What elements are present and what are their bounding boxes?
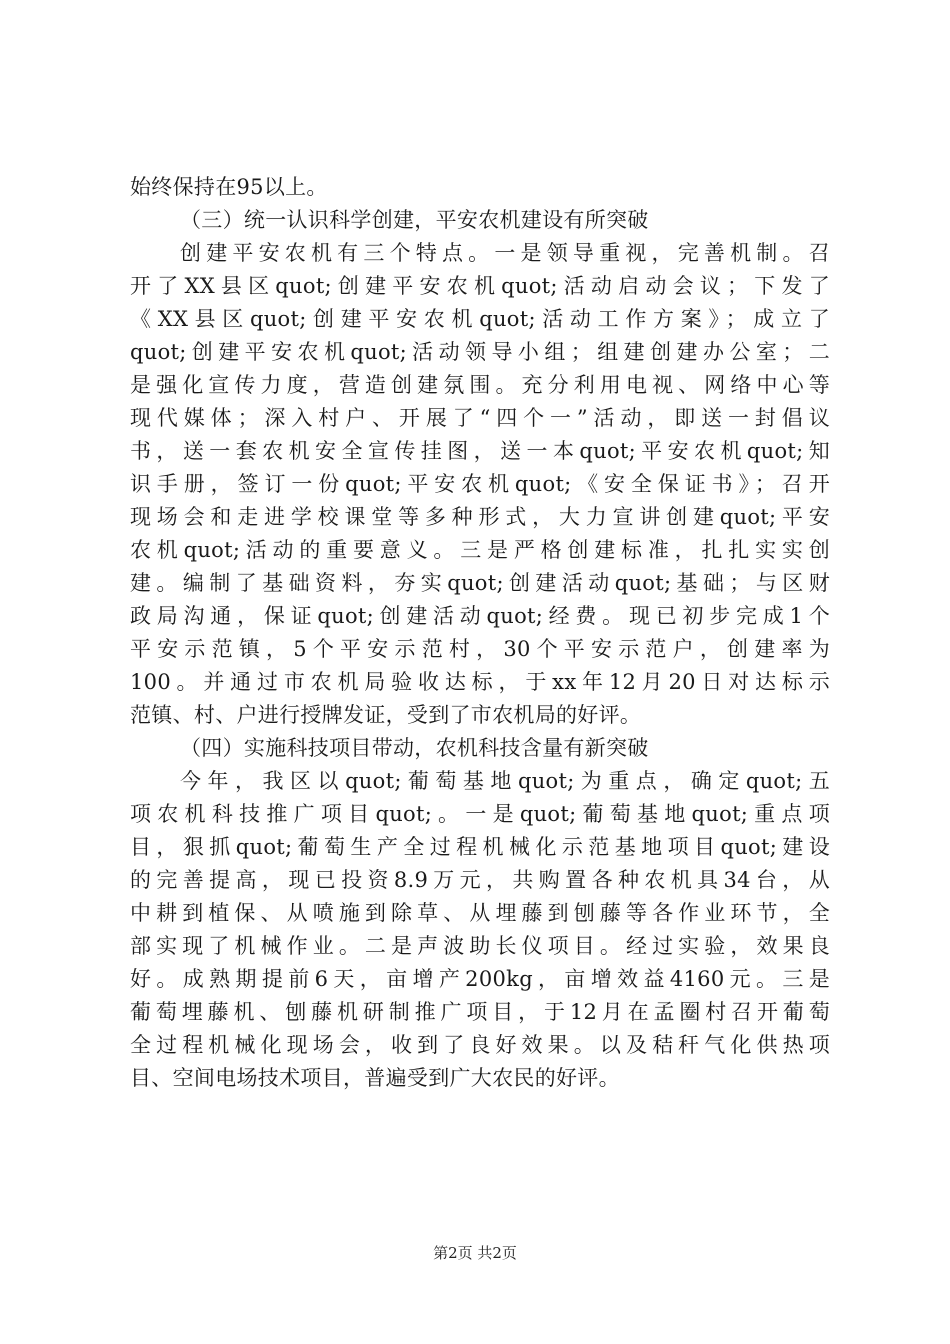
text-line: 识手册，签订一份quot;平安农机quot;《安全保证书》；召开 bbox=[130, 472, 830, 496]
text-line: 建。编制了基础资料，夯实quot;创建活动quot;基础；与区财 bbox=[130, 571, 830, 595]
text-line: 中耕到植保、从喷施到除草、从埋藤到刨藤等各作业环节，全 bbox=[130, 901, 830, 925]
text-line: 全过程机械化现场会，收到了良好效果。以及秸秆气化供热项 bbox=[130, 1033, 830, 1057]
text-line: 书，送一套农机安全宣传挂图，送一本quot;平安农机quot;知 bbox=[130, 439, 830, 463]
text-line: 项农机科技推广项目quot;。一是quot;葡萄基地quot;重点项 bbox=[130, 802, 830, 826]
text-line: 今年，我区以quot;葡萄基地quot;为重点，确定quot;五 bbox=[180, 769, 830, 793]
text-line: 的完善提高，现已投资8.9万元，共购置各种农机具34台，从 bbox=[130, 868, 830, 892]
body-text bbox=[130, 171, 830, 1095]
text-line: 现场会和走进学校课堂等多种形式，大力宣讲创建quot;平安 bbox=[130, 505, 830, 529]
page-footer: 第2页 共2页 bbox=[433, 1244, 517, 1262]
text-line: 葡萄埋藤机、刨藤机研制推广项目，于12月在孟圈村召开葡萄 bbox=[130, 1000, 830, 1024]
text-line: 目、空间电场技术项目，普遍受到广大农民的好评。 bbox=[130, 1066, 620, 1090]
text-line: 政局沟通，保证quot;创建活动quot;经费。现已初步完成1个 bbox=[130, 604, 830, 628]
text-line: 创建平安农机有三个特点。一是领导重视，完善机制。召 bbox=[180, 241, 830, 265]
text-line: 《XX县区quot;创建平安农机quot;活动工作方案》；成立了 bbox=[130, 307, 830, 331]
text-line: 是强化宣传力度，营造创建氛围。充分利用电视、网络中心等 bbox=[130, 373, 830, 397]
text-line: 始终保持在95以上。 bbox=[130, 175, 328, 199]
text-line: 农机quot;活动的重要意义。三是严格创建标准，扎扎实实创 bbox=[130, 538, 830, 562]
text-line: 开了XX县区quot;创建平安农机quot;活动启动会议；下发了 bbox=[130, 274, 830, 298]
text-line: 范镇、村、户进行授牌发证，受到了市农机局的好评。 bbox=[130, 703, 642, 727]
text-line: 平安示范镇，5个平安示范村，30个平安示范户，创建率为 bbox=[130, 637, 830, 661]
text-line: 现代媒体；深入村户、开展了“四个一”活动，即送一封倡议 bbox=[130, 406, 830, 430]
text-line: 100。并通过市农机局验收达标，于xx年12月20日对达标示 bbox=[130, 670, 830, 694]
text-line: 好。成熟期提前6天，亩增产200kg，亩增效益4160元。三是 bbox=[130, 967, 830, 991]
text-line: （四）实施科技项目带动，农机科技含量有新突破 bbox=[180, 736, 649, 760]
text-line: quot;创建平安农机quot;活动领导小组；组建创建办公室；二 bbox=[130, 340, 830, 364]
text-line: 部实现了机械作业。二是声波助长仪项目。经过实验，效果良 bbox=[130, 934, 830, 958]
text-line: （三）统一认识科学创建，平安农机建设有所突破 bbox=[180, 208, 649, 232]
text-line: 目，狠抓quot;葡萄生产全过程机械化示范基地项目quot;建设 bbox=[130, 835, 830, 859]
